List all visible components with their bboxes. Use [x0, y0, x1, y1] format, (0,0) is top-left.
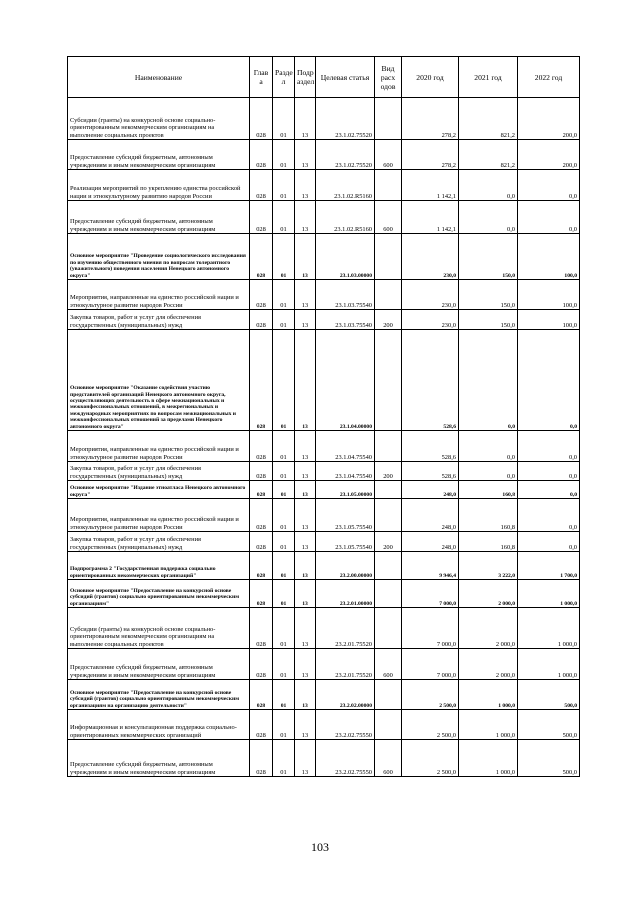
table-header-row — [68, 57, 580, 98]
cell-y2021: 2 000,0 — [459, 580, 518, 608]
cell-y2020: 7 000,0 — [402, 649, 459, 680]
table-row — [68, 552, 580, 580]
table-body — [68, 98, 580, 777]
cell-article: 23.1.04.75540 — [316, 431, 375, 462]
cell-razdel: 01 — [273, 608, 295, 649]
cell-y2021: 160,8 — [459, 532, 518, 552]
cell-y2020: 528,6 — [402, 431, 459, 462]
cell-y2022: 0,0 — [518, 201, 580, 234]
cell-y2021: 1 000,0 — [459, 680, 518, 710]
cell-name: Предоставление субсидий бюджетным, автономным учреждениям и иным некоммерческим организациям — [68, 201, 250, 234]
cell-name: Субсидии (гранты) на конкурсной основе социально-ориентированным некоммерческим организациям на выполнение социальных проектов — [68, 98, 250, 140]
cell-article: 23.2.01.00000 — [316, 580, 375, 608]
cell-y2022: 1 000,0 — [518, 649, 580, 680]
cell-y2022: 0,0 — [518, 532, 580, 552]
header-2022: 2022 год — [518, 57, 580, 98]
cell-podrazdel: 13 — [295, 608, 316, 649]
cell-y2020: 7 000,0 — [402, 580, 459, 608]
cell-y2020: 2 500,0 — [402, 680, 459, 710]
cell-razdel: 01 — [273, 330, 295, 431]
cell-article: 23.1.05.00000 — [316, 481, 375, 499]
cell-razdel: 01 — [273, 532, 295, 552]
cell-article: 23.1.04.00000 — [316, 330, 375, 431]
cell-y2022: 0,0 — [518, 481, 580, 499]
cell-razdel: 01 — [273, 431, 295, 462]
header-podrazdel: Подр аздел — [295, 57, 316, 98]
cell-vid — [375, 431, 402, 462]
table-row — [68, 649, 580, 680]
cell-y2021: 150,0 — [459, 280, 518, 310]
cell-y2021: 2 000,0 — [459, 608, 518, 649]
cell-y2021: 0,0 — [459, 330, 518, 431]
cell-podrazdel: 13 — [295, 170, 316, 201]
cell-razdel: 01 — [273, 280, 295, 310]
cell-name: Закупка товаров, работ и услуг для обеспечения государственных (муниципальных) нужд — [68, 532, 250, 552]
cell-y2022: 0,0 — [518, 499, 580, 532]
cell-article: 23.1.03.00000 — [316, 234, 375, 280]
cell-y2021: 1 000,0 — [459, 740, 518, 777]
cell-name: Основное мероприятие "Издание этноатласа Ненецкого автономного округа" — [68, 481, 250, 499]
cell-glava: 028 — [250, 680, 273, 710]
cell-podrazdel: 13 — [295, 280, 316, 310]
cell-vid: 200 — [375, 462, 402, 481]
header-2020: 2020 год — [402, 57, 459, 98]
cell-y2021: 0,0 — [459, 462, 518, 481]
table-row — [68, 310, 580, 330]
table-row — [68, 462, 580, 481]
cell-article: 23.1.02.75520 — [316, 140, 375, 170]
cell-y2020: 248,0 — [402, 499, 459, 532]
header-name: Наименование — [68, 57, 250, 98]
table-row — [68, 580, 580, 608]
cell-vid — [375, 330, 402, 431]
cell-podrazdel: 13 — [295, 330, 316, 431]
cell-vid — [375, 98, 402, 140]
cell-article: 23.1.04.75540 — [316, 462, 375, 481]
cell-y2020: 248,0 — [402, 481, 459, 499]
cell-razdel: 01 — [273, 234, 295, 280]
table-row — [68, 532, 580, 552]
cell-y2021: 0,0 — [459, 201, 518, 234]
cell-y2021: 1 000,0 — [459, 710, 518, 740]
cell-y2022: 0,0 — [518, 462, 580, 481]
cell-glava: 028 — [250, 431, 273, 462]
table-row — [68, 201, 580, 234]
cell-article: 23.2.02.75550 — [316, 710, 375, 740]
cell-article: 23.2.01.75520 — [316, 649, 375, 680]
cell-glava: 028 — [250, 330, 273, 431]
cell-glava: 028 — [250, 608, 273, 649]
table-row — [68, 740, 580, 777]
cell-name: Предоставление субсидий бюджетным, автономным учреждениям и иным некоммерческим организациям — [68, 140, 250, 170]
cell-y2022: 200,0 — [518, 140, 580, 170]
cell-y2020: 9 946,4 — [402, 552, 459, 580]
cell-y2020: 2 500,0 — [402, 740, 459, 777]
cell-y2022: 500,0 — [518, 710, 580, 740]
cell-vid: 600 — [375, 140, 402, 170]
table-row — [68, 140, 580, 170]
cell-y2022: 500,0 — [518, 740, 580, 777]
table-row — [68, 499, 580, 532]
cell-razdel: 01 — [273, 740, 295, 777]
cell-razdel: 01 — [273, 680, 295, 710]
cell-vid — [375, 680, 402, 710]
cell-razdel: 01 — [273, 170, 295, 201]
cell-podrazdel: 13 — [295, 740, 316, 777]
cell-glava: 028 — [250, 580, 273, 608]
cell-y2020: 2 500,0 — [402, 710, 459, 740]
cell-y2020: 278,2 — [402, 140, 459, 170]
header-article: Целевая статья — [316, 57, 375, 98]
cell-glava: 028 — [250, 310, 273, 330]
cell-y2022: 100,0 — [518, 234, 580, 280]
cell-name: Мероприятия, направленные на единство российской нации и этнокультурное развитие народов России — [68, 499, 250, 532]
cell-razdel: 01 — [273, 481, 295, 499]
cell-podrazdel: 13 — [295, 98, 316, 140]
cell-podrazdel: 13 — [295, 649, 316, 680]
cell-y2022: 100,0 — [518, 310, 580, 330]
cell-y2021: 3 222,0 — [459, 552, 518, 580]
header-vid: Вид расх одов — [375, 57, 402, 98]
cell-razdel: 01 — [273, 140, 295, 170]
table-row — [68, 98, 580, 140]
cell-name: Основное мероприятие "Оказание содействия участию представителей организаций Ненецкого автономного округа, осуществляющих деятельность в сфере межнациональных и межконфессиональных отношений, в межрегиональных и международных мероприятиях по вопросам межнациональных и межконфессиональных отношений за пределами Ненецкого автономного округа" — [68, 330, 250, 431]
header-2021: 2021 год — [459, 57, 518, 98]
cell-name: Основное мероприятие "Предоставление на конкурсной основе субсидий (грантов) социально ориентированным некоммерческим организациям на организацию деятельности" — [68, 680, 250, 710]
cell-razdel: 01 — [273, 462, 295, 481]
cell-y2020: 248,0 — [402, 532, 459, 552]
cell-vid — [375, 280, 402, 310]
table-row — [68, 431, 580, 462]
cell-podrazdel: 13 — [295, 552, 316, 580]
cell-article: 23.2.02.75550 — [316, 740, 375, 777]
cell-article: 23.2.01.75520 — [316, 608, 375, 649]
cell-podrazdel: 13 — [295, 580, 316, 608]
cell-y2022: 1 700,0 — [518, 552, 580, 580]
cell-name: Мероприятия, направленные на единство российской нации и этнокультурное развитие народов России — [68, 431, 250, 462]
cell-name: Мероприятия, направленные на единство российской нации и этнокультурное развитие народов России — [68, 280, 250, 310]
cell-vid: 600 — [375, 649, 402, 680]
cell-y2020: 1 142,1 — [402, 201, 459, 234]
cell-y2022: 0,0 — [518, 330, 580, 431]
cell-glava: 028 — [250, 710, 273, 740]
header-glava: Глав а — [250, 57, 273, 98]
cell-y2022: 200,0 — [518, 98, 580, 140]
cell-y2021: 160,8 — [459, 481, 518, 499]
cell-glava: 028 — [250, 481, 273, 499]
cell-name: Основное мероприятие "Проведение социологического исследования по изучению общественного мнения по вопросам толерантного (уважительного) поведения населения Ненецкого автономного округа" — [68, 234, 250, 280]
cell-y2022: 0,0 — [518, 431, 580, 462]
cell-y2021: 160,8 — [459, 499, 518, 532]
cell-vid: 600 — [375, 201, 402, 234]
cell-y2022: 100,0 — [518, 280, 580, 310]
cell-article: 23.1.03.75540 — [316, 310, 375, 330]
cell-podrazdel: 13 — [295, 499, 316, 532]
cell-razdel: 01 — [273, 580, 295, 608]
cell-glava: 028 — [250, 532, 273, 552]
cell-article: 23.1.05.75540 — [316, 532, 375, 552]
cell-y2021: 2 000,0 — [459, 649, 518, 680]
cell-podrazdel: 13 — [295, 462, 316, 481]
cell-y2020: 230,0 — [402, 234, 459, 280]
cell-y2021: 821,2 — [459, 98, 518, 140]
cell-y2020: 278,2 — [402, 98, 459, 140]
cell-y2022: 0,0 — [518, 170, 580, 201]
budget-table — [67, 56, 580, 777]
cell-glava: 028 — [250, 98, 273, 140]
cell-y2020: 7 000,0 — [402, 608, 459, 649]
cell-vid — [375, 580, 402, 608]
cell-glava: 028 — [250, 649, 273, 680]
table-row — [68, 680, 580, 710]
table-row — [68, 481, 580, 499]
cell-name: Субсидии (гранты) на конкурсной основе социально-ориентированным некоммерческим организациям на выполнение социальных проектов — [68, 608, 250, 649]
cell-podrazdel: 13 — [295, 532, 316, 552]
table-row — [68, 280, 580, 310]
cell-name: Информационная и консультационная поддержка социально-ориентированных некоммерческих организаций — [68, 710, 250, 740]
cell-razdel: 01 — [273, 201, 295, 234]
cell-name: Закупка товаров, работ и услуг для обеспечения государственных (муниципальных) нужд — [68, 462, 250, 481]
cell-glava: 028 — [250, 740, 273, 777]
cell-y2021: 0,0 — [459, 431, 518, 462]
cell-article: 23.2.02.00000 — [316, 680, 375, 710]
table-row — [68, 234, 580, 280]
cell-y2021: 150,0 — [459, 310, 518, 330]
cell-vid — [375, 710, 402, 740]
cell-podrazdel: 13 — [295, 710, 316, 740]
table-row — [68, 710, 580, 740]
cell-name: Предоставление субсидий бюджетным, автономным учреждениям и иным некоммерческим организациям — [68, 740, 250, 777]
table-row — [68, 330, 580, 431]
cell-article: 23.1.05.75540 — [316, 499, 375, 532]
page-number: 103 — [311, 840, 329, 854]
cell-podrazdel: 13 — [295, 481, 316, 499]
cell-podrazdel: 13 — [295, 201, 316, 234]
header-razdel: Разде л — [273, 57, 295, 98]
cell-vid — [375, 608, 402, 649]
cell-y2020: 528,6 — [402, 330, 459, 431]
cell-article: 23.1.02.R5160 — [316, 201, 375, 234]
cell-y2022: 1 000,0 — [518, 580, 580, 608]
cell-vid — [375, 499, 402, 532]
table-row — [68, 608, 580, 649]
cell-name: Реализация мероприятий по укреплению единства российской нации и этнокультурному развитию народов России — [68, 170, 250, 201]
cell-razdel: 01 — [273, 499, 295, 532]
cell-razdel: 01 — [273, 98, 295, 140]
cell-article: 23.1.02.75520 — [316, 98, 375, 140]
cell-y2020: 1 142,1 — [402, 170, 459, 201]
cell-glava: 028 — [250, 462, 273, 481]
cell-article: 23.2.00.00000 — [316, 552, 375, 580]
cell-y2022: 500,0 — [518, 680, 580, 710]
cell-vid — [375, 552, 402, 580]
cell-podrazdel: 13 — [295, 431, 316, 462]
cell-vid: 200 — [375, 532, 402, 552]
cell-y2020: 230,0 — [402, 280, 459, 310]
cell-glava: 028 — [250, 170, 273, 201]
cell-article: 23.1.03.75540 — [316, 280, 375, 310]
cell-y2020: 528,6 — [402, 462, 459, 481]
cell-y2020: 230,0 — [402, 310, 459, 330]
cell-vid — [375, 481, 402, 499]
cell-glava: 028 — [250, 499, 273, 532]
cell-razdel: 01 — [273, 649, 295, 680]
cell-podrazdel: 13 — [295, 140, 316, 170]
cell-vid: 600 — [375, 740, 402, 777]
cell-razdel: 01 — [273, 710, 295, 740]
cell-vid: 200 — [375, 310, 402, 330]
cell-glava: 028 — [250, 201, 273, 234]
cell-glava: 028 — [250, 280, 273, 310]
cell-glava: 028 — [250, 552, 273, 580]
cell-article: 23.1.02.R5160 — [316, 170, 375, 201]
cell-glava: 028 — [250, 234, 273, 280]
cell-y2021: 150,0 — [459, 234, 518, 280]
cell-name: Основное мероприятие "Предоставление на конкурсной основе субсидий (грантов) социально ориентированным некоммерческим организациям" — [68, 580, 250, 608]
cell-y2021: 821,2 — [459, 140, 518, 170]
cell-vid — [375, 170, 402, 201]
cell-podrazdel: 13 — [295, 310, 316, 330]
cell-name: Предоставление субсидий бюджетным, автономным учреждениям и иным некоммерческим организациям — [68, 649, 250, 680]
cell-name: Подпрограмма 2 "Государственная поддержка социально ориентированных некоммерческих организаций" — [68, 552, 250, 580]
cell-glava: 028 — [250, 140, 273, 170]
cell-y2022: 1 000,0 — [518, 608, 580, 649]
cell-y2021: 0,0 — [459, 170, 518, 201]
table-row — [68, 170, 580, 201]
cell-razdel: 01 — [273, 552, 295, 580]
cell-vid — [375, 234, 402, 280]
cell-razdel: 01 — [273, 310, 295, 330]
cell-name: Закупка товаров, работ и услуг для обеспечения государственных (муниципальных) нужд — [68, 310, 250, 330]
cell-podrazdel: 13 — [295, 234, 316, 280]
cell-podrazdel: 13 — [295, 680, 316, 710]
